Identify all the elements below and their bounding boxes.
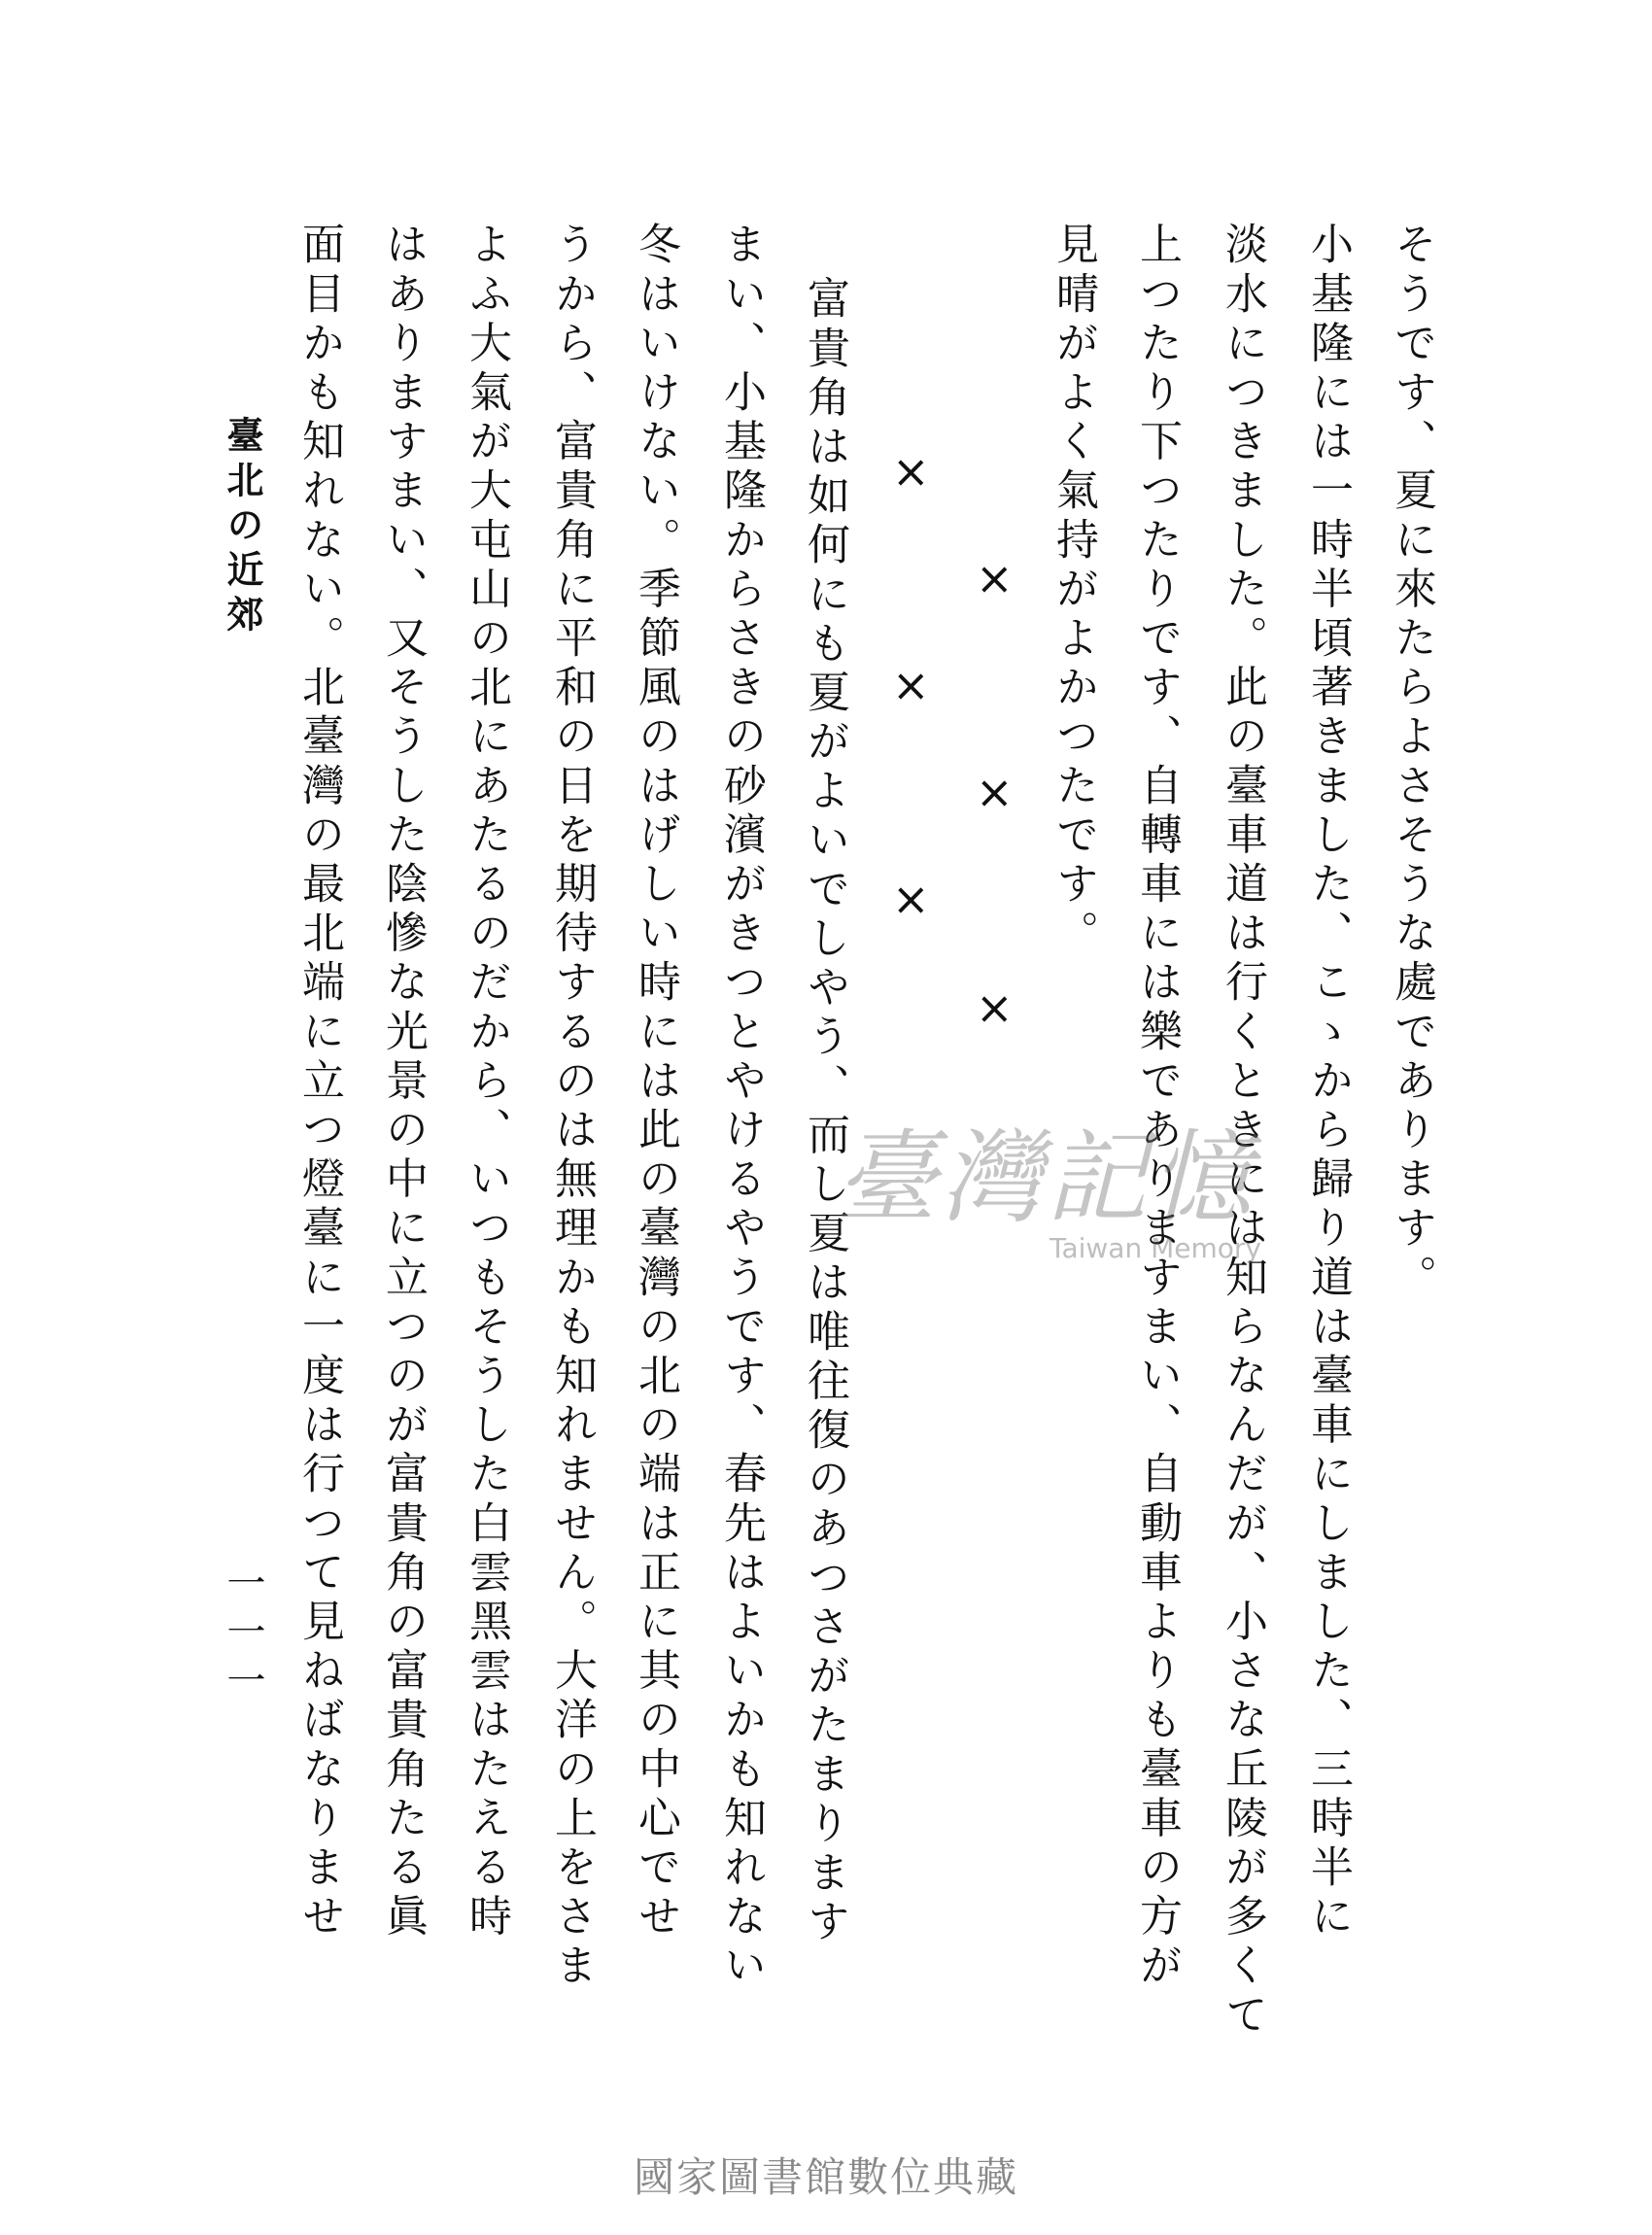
text-column-4: 上つたり下つたりです、自轉車には樂でありますまい、自動車よりも臺車の方が — [1132, 222, 1182, 1992]
text-column-3: 淡水につきました。此の臺車道は行くときには知らなんだが、小さな丘陵が多くて — [1218, 222, 1267, 2042]
text-column-5: 見晴がよく氣持がよかつたです。 — [1049, 222, 1098, 959]
text-column-8: 冬はいけない。季節風のはげしい時には此の臺灣の北の端は正に其の中心でせ — [631, 222, 680, 1943]
section-mark: × — [892, 873, 930, 925]
footer-source-label: 國家圖書館數位典藏 — [633, 2153, 1018, 2201]
section-mark: × — [976, 552, 1014, 604]
page-number: 一一一 — [221, 1563, 265, 1708]
section-mark: × — [892, 659, 930, 711]
text-column-9: うから、富貴角に平和の日を期待するのは無理かも知れません。大洋の上をさま — [547, 222, 597, 1992]
running-title: 臺北の近郊 — [221, 416, 264, 639]
text-column-1: そうです、夏に來たらよさそうな處であります。 — [1387, 222, 1436, 1304]
section-mark: × — [976, 981, 1014, 1034]
text-column-6: 富貴角は如何にも夏がよいでしやう、而し夏は唯往復のあつさがたまります — [800, 276, 849, 1948]
text-column-12: 面目かも知れない。北臺灣の最北端に立つ燈臺に一度は行つて見ねばなりませ — [294, 222, 344, 1943]
watermark-logo — [836, 1118, 1283, 1264]
watermark-subtext: Taiwan Memory — [1050, 1232, 1261, 1264]
section-mark: × — [976, 766, 1014, 818]
text-column-7: まい、小基隆からさきの砂濱がきつとやけるやうです、春先はよいかも知れない — [716, 222, 766, 1992]
text-column-11: はありますまい、又そうした陰慘な光景の中に立つのが富貴角の富貴角たる眞 — [378, 222, 428, 1943]
section-mark: × — [892, 445, 930, 498]
text-column-10: よふ大氣が大屯山の北にあたるのだから、いつもそうした白雲黑雲はたえる時 — [462, 222, 511, 1943]
watermark-text: 臺灣記憶 — [836, 1118, 1256, 1237]
text-column-2: 小基隆には一時半頃著きました、こゝから歸り道は臺車にしました、三時半に — [1303, 222, 1353, 1943]
